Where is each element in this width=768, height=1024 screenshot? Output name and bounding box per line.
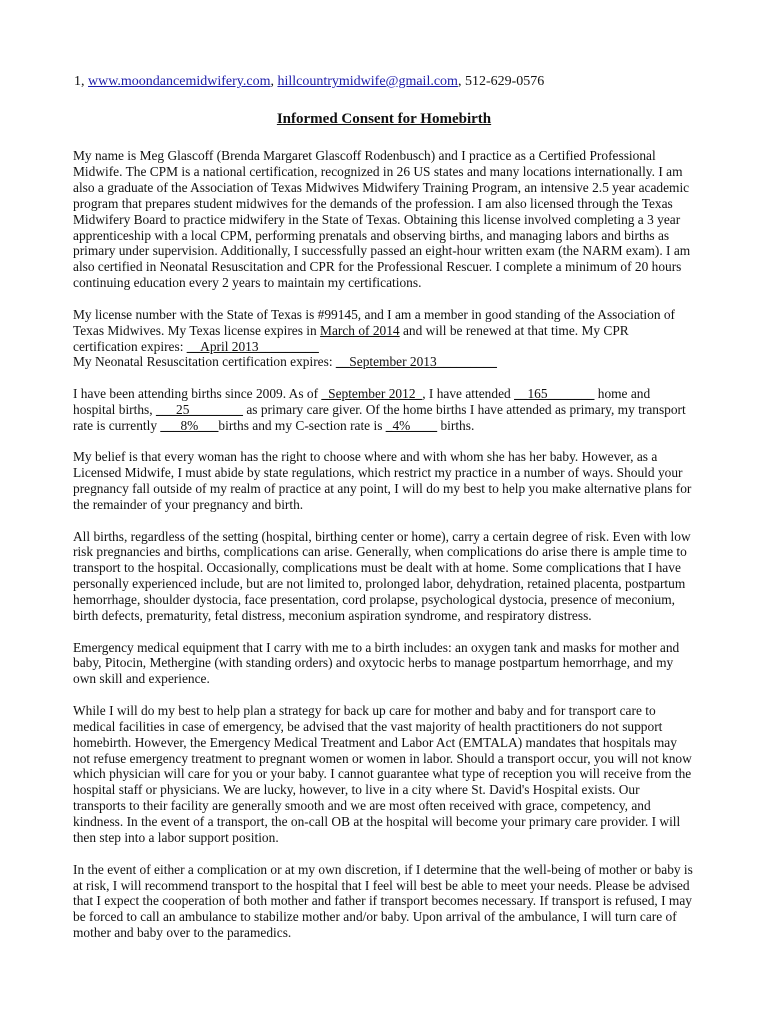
header-prefix: 1, (74, 74, 88, 89)
experience-text: as primary care giver. Of the home births I have attended as primary, my transport rate is currently (73, 401, 686, 433)
as-of-date-field: _September 2012_ (321, 385, 423, 401)
license-expiry-field: March of 2014 (320, 322, 400, 338)
experience-text: I have been attending births since 2009. As of (73, 385, 322, 401)
transport-paragraph: In the event of either a complication or at my own discretion, if I determine that the well-being of mother or baby is at risk, I will recommend transport to the hospital that I feel will best be able to meet your needs. Please be advised that I expect the cooperation of both mother and father if transport becomes necessary. If transport is refused, I may be forced to call an ambulance to stabilize mother and/or baby. Upon arrival of the ambulance, I will turn care of mother and baby over to the paramedics. (73, 861, 693, 941)
transport-rate-field: ___8%___ (160, 417, 219, 433)
risk-paragraph: All births, regardless of the setting (hospital, birthing center or home), carry a certain degree of risk. Even with low risk pregnancies and births, complications can arise. Generally, when complications do arise there is ample time to transport to the hospital. Occasionally, complications must be dealt with at home. Some complications that I have personally experienced include, but are not limited to, prolonged labor, dehydration, retained placenta, postpartum hemorrhage, shoulder dystocia, face presentation, cord prolapse, psychological dystocia, presence of meconium, birth defects, prematurity, fetal distress, meconium aspiration syndrome, and respiratory distress. (73, 528, 691, 624)
phone-number: 512-629-0576 (464, 74, 545, 89)
document-body (73, 148, 695, 957)
experience-paragraph (73, 386, 695, 434)
backup-care-paragraph: While I will do my best to help plan a strategy for back up care for mother and baby and for transport care to medical facilities in case of emergency, be advised that the vast majority of health practitioners do not support homebirth. However, the Emergency Medical Treatment and Labor Act (EMTALA) mandates that hospitals may not refuse emergency treatment to pregnant women or women in labor. Should a transport occur, you will not know which physician will care for you or your baby. I cannot guarantee what type of reception you will receive from the hospital staff or physicians. We are lucky, however, to live in a city where St. David's Hospital exists. Our transports to their facility are generally smooth and we are most often received with grace, competency, and kindness. In the event of a transport, the on-call OB at the hospital will become your primary care provider. I will then step into a labor support position. (73, 702, 692, 846)
email-link[interactable]: hillcountrymidwife@gmail.com (277, 74, 458, 89)
license-paragraph (73, 307, 695, 371)
equipment-paragraph: Emergency medical equipment that I carry with me to a birth includes: an oxygen tank and masks for mother and baby, Pitocin, Methergine (with standing orders) and oxytocic herbs to manage postpartum hemorrhage, and my own skill and experience. (73, 639, 680, 687)
contact-header (74, 74, 714, 90)
license-text: and will be renewed at that time. My CPR certification expires: (73, 322, 629, 354)
experience-text: , I have attended (422, 385, 515, 401)
csection-rate-field: _4%____ (385, 417, 438, 433)
experience-text: births. (437, 417, 475, 433)
license-text: My license number with the State of Texas is #99145, and I am a member in good standing of the Association of Texas Midwives. My Texas license expires in (73, 306, 676, 338)
primary-births-field: ___25________ (155, 401, 243, 417)
belief-paragraph: My belief is that every woman has the right to choose where and with whom she has her baby. However, as a Licensed Midwife, I must abide by state regulations, which restrict my practice in a number of ways. Should your pregnancy fall outside of my realm of practice at any point, I will do my best to help you make alternative plans for the remainder of your pregnancy and birth. (73, 449, 692, 512)
cpr-expiry-field: __April 2013_________ (186, 338, 319, 354)
header-separator: , (270, 74, 278, 89)
nrp-expiry-field: __September 2013_________ (335, 354, 497, 370)
header-separator: , (457, 74, 465, 89)
experience-text: births and my C-section rate is (218, 417, 386, 433)
experience-text: home and hospital births, (73, 385, 651, 417)
document-title: Informed Consent for Homebirth (276, 111, 492, 127)
website-link[interactable]: www.moondancemidwifery.com (88, 74, 271, 89)
license-text: My Neonatal Resuscitation certification expires: (73, 354, 336, 370)
births-total-field: __165_______ (514, 385, 595, 401)
credentials-paragraph: My name is Meg Glascoff (Brenda Margaret Glascoff Rodenbusch) and I practice as a Certified Professional Midwife. The CPM is a national certification, recognized in 26 US states and many locations internationally. I am also a graduate of the Association of Texas Midwives Midwifery Training Program, an intensive 2.5 year academic program that prepares student midwives for the demands of the profession. I am also licensed through the Texas Midwifery Board to practice midwifery in the State of Texas. Obtaining this license involved completing a 3 year apprenticeship with a local CPM, performing prenatals and observing births, and managing labors and births as primary under supervision. Additionally, I successfully passed an eight-hour written exam (the NARM exam). I am also certified in Neonatal Resuscitation and CPR for the Professional Rescuer. I complete a minimum of 20 hours continuing education every 2 years to maintain my certifications. (73, 148, 691, 291)
